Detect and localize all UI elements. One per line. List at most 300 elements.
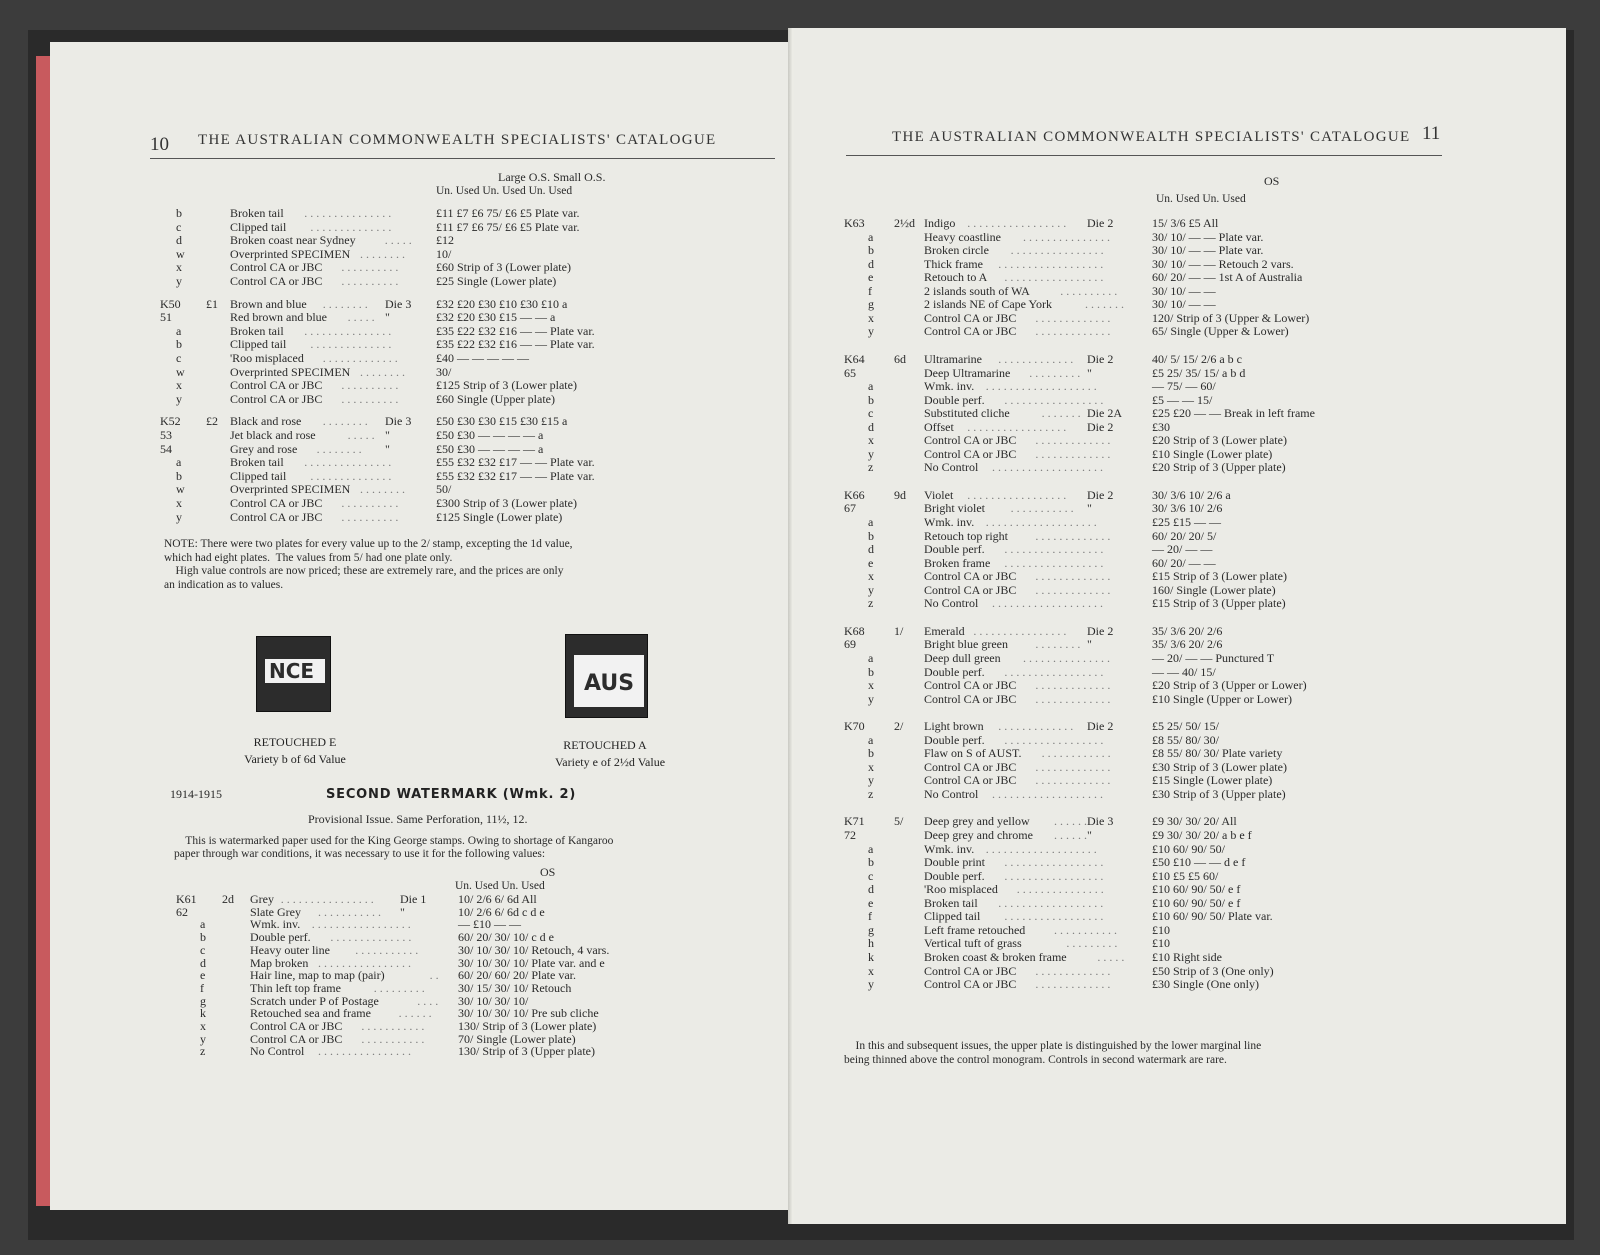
leader-dots: . . . . . . . . . . . . . . . . . [1004,270,1104,285]
leader-dots: . . . . . . . . . . [341,260,399,275]
retouched-a-stamp-illustration [565,634,648,718]
leader-dots: . . . . . . . . . . . . . . . . . . . [985,515,1097,529]
variety-code: k [200,1006,206,1021]
variety-code: b [868,746,874,761]
description: Control CA or JBC [924,310,1017,325]
prices: 160/ Single (Lower plate) [1152,582,1276,597]
prices: £10 60/ 90/ 50/ [1152,841,1226,856]
die-type: " [400,904,405,919]
leader-dots: . . . . . . . . . . . . . . [310,337,392,352]
die-type: Die 2 [1087,216,1114,230]
leader-dots: . . . . . . . . . . . [355,942,419,957]
description: Scratch under P of Postage [250,993,379,1008]
description: Map broken [250,955,309,970]
description: Control CA or JBC [924,759,1017,774]
variety-code: f [868,909,872,924]
die-type: Die 2A [1087,406,1122,421]
description: Control CA or JBC [230,496,323,510]
die-type: Die 3 [385,296,412,311]
prices: 40/ 5/ 15/ 2/6 a b c [1152,351,1242,366]
leader-dots: . . . . . . . . . . [341,378,399,393]
paragraph-line: NOTE: There were two plates for every value up to the 2/ stamp, excepting the 1d value, [164,538,573,550]
stamp-number: 65 [844,365,856,380]
prices: — £10 — — [458,917,521,932]
prices: £20 Strip of 3 (Upper plate) [1152,460,1286,475]
description: No Control [250,1044,305,1059]
prices: £10 60/ 90/ 50/ Plate var. [1152,909,1273,924]
prices: £25 Single (Lower plate) [436,274,557,288]
prices: £20 Strip of 3 (Upper or Lower) [1152,678,1307,693]
leader-dots: . . . . . . . . . . . . . [1035,582,1111,597]
caption-retouched-e: RETOUCHED E [253,735,337,749]
prices: 60/ 20/ 60/ 20/ Plate var. [458,968,576,983]
stamp-number: K70 [844,719,865,734]
description: Emerald [924,623,965,638]
description: Double perf. [924,542,985,557]
prices: £32 £20 £30 £10 £30 £10 a [436,296,568,311]
description: Deep grey and chrome [924,828,1033,842]
prices: 50/ [436,482,452,497]
leader-dots: . . . . . . . . . . . . . . . . . . . [992,460,1103,475]
leader-dots: . . . . . . . . . [1066,936,1118,951]
leader-dots: . . . . . . . . . . . . . . . . . [1004,732,1104,747]
leader-dots: . . . . . . . . . . . . . . . . . [967,487,1067,502]
leader-dots: . . . . . [347,428,375,442]
prices: £20 Strip of 3 (Lower plate) [1152,433,1287,448]
prices: £11 £7 £6 75/ £6 £5 Plate var. [436,219,580,234]
prices: — — 40/ 15/ [1152,664,1216,679]
variety-code: y [868,977,874,992]
stamp-number: K64 [844,351,865,366]
variety-code: a [868,650,874,665]
leader-dots: . . . . . . . . . . . . . [1035,773,1111,788]
denomination: £2 [206,414,218,429]
description: Deep Ultramarine [924,365,1011,380]
description: Double perf. [250,930,311,945]
caption-retouched-a: RETOUCHED A [563,738,647,752]
leader-dots: . . . . . . . . . . . . . . [330,930,412,945]
prices: 15/ 3/6 £5 All [1152,216,1219,230]
die-type: " [1087,365,1092,380]
caption-variety-e: Variety e of 2½d Value [554,755,666,769]
prices: £25 £20 — — Break in left frame [1152,406,1315,421]
prices: £8 55/ 80/ 30/ [1152,732,1220,747]
leader-dots: . . . . . . . . . . . . . [1035,963,1111,978]
variety-code: c [176,219,182,234]
leader-dots: . . . . . . . . . . . . . . . [304,455,392,470]
prices: £40 — — — — — [436,351,529,365]
die-type: " [1087,828,1092,842]
description: Broken tail [924,895,978,910]
leader-dots: . . . . . . . . [360,364,405,379]
variety-code: b [868,392,874,407]
leader-dots: . . . . . . . . . . . [1010,501,1074,516]
description: Overprinted SPECIMEN [230,246,351,261]
variety-code: a [176,323,182,338]
prices: — 20/ — — [1152,542,1213,557]
stamp-number: 72 [844,828,856,842]
description: Control CA or JBC [230,509,323,524]
die-type: " [1087,637,1092,652]
variety-code: e [868,270,874,285]
leader-dots: . . . . . . . . . . . . . [1035,977,1111,992]
paragraph-line: In this and subsequent issues, the upper plate is distinguished by the lower marginal line [844,1040,1262,1052]
prices: £50 £30 — — — — a [436,441,544,456]
leader-dots: . . . . . . . . . . . . . . . . . [1004,555,1104,570]
description: Control CA or JBC [924,963,1017,978]
leader-dots: . . . . . . . . [316,441,362,456]
variety-code: b [868,528,874,543]
description: Control CA or JBC [924,582,1017,597]
variety-code: a [868,515,874,529]
prices: 10/ 2/6 6/ 6d c d e [458,904,545,919]
variety-code: x [200,1019,206,1033]
prices: £10 60/ 90/ 50/ e f [1152,882,1241,897]
prices: £50 Strip of 3 (One only) [1152,963,1274,978]
description: Retouch top right [924,528,1008,543]
leader-dots: . . . . . . . . . . . . . [1035,433,1111,448]
prices: £50 £30 £30 £15 £30 £15 a [436,414,568,429]
variety-code: a [200,917,206,932]
variety-code: z [868,786,874,801]
description: Jet black and rose [230,428,316,442]
leader-dots: . . . . . . . . . . . . . . . [1023,229,1110,244]
leader-dots: . . . . . . . . . . . [361,1031,425,1046]
prices: 60/ 20/ — — 1st A of Australia [1152,270,1303,285]
leader-dots: . . . . . . . [1085,297,1124,312]
leader-dots: . . . . . . . . [360,482,405,497]
paragraph-line: paper through war conditions, it was necessary to use it for the following values: [174,847,546,860]
column-subheading: Un. Used Un. Used Un. Used [436,185,573,197]
leader-dots: . . . . . . . . . . . . . . . [304,206,392,220]
description: Control CA or JBC [230,274,323,288]
description: Deep dull green [924,650,1001,665]
leader-dots: . . . . . . . . . . . . . . . . . . . [992,786,1103,801]
description: Broken coast near Sydney [230,233,356,248]
description: Broken circle [924,243,989,258]
variety-code: c [868,868,874,883]
column-subheading: Un. Used Un. Used [1156,193,1246,205]
denomination: £1 [206,296,218,311]
prices: £32 £20 £30 £15 — — a [436,310,556,325]
variety-code: x [868,963,874,978]
prices: £5 25/ 50/ 15/ [1152,719,1220,734]
stamp-text: NCE [269,659,315,683]
leader-dots: . . . . . . . . . . . . . . . . . . . [985,841,1097,856]
stamp-number: K63 [844,216,865,230]
description: Control CA or JBC [924,678,1017,693]
stamp-number: K66 [844,487,865,502]
description: Broken coast & broken frame [924,949,1067,964]
os-label: OS [1264,174,1280,188]
description: No Control [924,786,979,801]
description: Offset [924,419,954,434]
prices: £25 £15 — — [1152,515,1221,529]
leader-dots: . . . . . . [1054,828,1087,842]
prices: £50 £30 — — — — a [436,428,544,442]
leader-dots: . . . . . . . . [1035,637,1081,652]
description: Heavy outer line [250,942,330,957]
variety-code: a [176,455,182,470]
description: Brown and blue [230,296,307,311]
description: Control CA or JBC [924,433,1017,448]
prices: £9 30/ 30/ 20/ a b e f [1152,828,1252,842]
leader-dots: . . . . . . . . . . . . . [1035,528,1111,543]
prices: — 75/ — 60/ [1152,379,1216,394]
header-rule [150,158,775,159]
prices: £11 £7 £6 75/ £6 £5 Plate var. [436,206,580,220]
description: Control CA or JBC [230,378,323,393]
variety-code: k [868,949,874,964]
variety-code: e [868,555,874,570]
description: Double perf. [924,664,985,679]
leader-dots: . . . . . . . . [322,296,368,311]
stamp-number: 53 [160,428,172,442]
description: Wmk. inv. [250,917,301,932]
running-head: THE AUSTRALIAN COMMONWEALTH SPECIALISTS' CATALOGUE [892,129,1411,145]
leader-dots: . . . . . . . . . . . . . . . . . . . [985,379,1097,394]
variety-code: y [176,509,182,524]
denomination: 2½d [894,216,915,230]
prices: 70/ Single (Lower plate) [458,1031,576,1046]
description: Retouched sea and frame [250,1006,371,1021]
description: Slate Grey [250,904,301,919]
stamp-number: K61 [176,892,197,906]
prices: 130/ Strip of 3 (Upper plate) [458,1044,595,1059]
variety-code: x [868,569,874,584]
leader-dots: . . . . . . . [1041,406,1081,421]
prices: £30 Single (One only) [1152,977,1259,992]
prices: 30/ 10/ — — [1152,297,1216,312]
prices: £55 £32 £32 £17 — — Plate var. [436,455,595,470]
prices: £15 Single (Lower plate) [1152,773,1273,788]
variety-code: d [176,233,182,248]
description: Wmk. inv. [924,515,975,529]
description: Control CA or JBC [924,446,1017,461]
description: Thick frame [924,256,983,271]
description: Left frame retouched [924,922,1026,937]
description: Clipped tail [924,909,981,924]
leader-dots: . . . . . . . . . . [341,274,399,288]
variety-code: b [176,468,182,483]
leader-dots: . . . . . . . . . . [1060,283,1118,298]
variety-code: x [868,310,874,325]
variety-code: c [200,942,206,957]
variety-code: y [868,773,874,788]
variety-code: x [868,678,874,693]
leader-dots: . . . . . . . . . . . . . . . . . [1004,909,1104,924]
paragraph-line: High value controls are now priced; these are extremely rare, and the prices are only [164,565,564,577]
variety-code: a [868,379,874,394]
variety-code: d [868,542,874,557]
column-subheading-2: Un. Used Un. Used [455,880,545,892]
description: Retouch to A [924,270,988,285]
variety-code: e [868,895,874,910]
prices: 10/ 2/6 6/ 6d All [458,892,537,906]
leader-dots: . . . . . . . . . . . . . . . . . [311,917,411,932]
description: Control CA or JBC [924,691,1017,706]
description: Flaw on S of AUST. [924,746,1022,761]
leader-dots: . . . . . . . . . . [341,509,399,524]
prices: 30/ 10/ 30/ 10/ Pre sub cliche [458,1006,599,1021]
prices: 30/ [436,364,452,379]
prices: £35 £22 £32 £16 — — Plate var. [436,337,595,352]
leader-dots: . . . . . . . . . . . . . [322,351,398,365]
right-page [794,28,1566,1224]
die-type: Die 2 [1087,419,1114,434]
caption-variety-b: Variety b of 6d Value [244,752,346,766]
leader-dots: . . . . . . . . . . . . . . . . [973,623,1067,638]
header-rule [846,155,1442,156]
leader-dots: . . . . . . . . [322,414,368,429]
stamp-number: K52 [160,414,181,429]
stamp-number: 67 [844,501,856,516]
leader-dots: . . . . . . . . . . . . . [1035,691,1111,706]
leader-dots: . . . . . . [1054,814,1087,829]
variety-code: h [868,936,874,951]
prices: £10 £5 £5 60/ [1152,868,1219,883]
denomination: 1/ [894,623,904,638]
prices: — 20/ — — Punctured T [1152,650,1275,665]
description: Indigo [924,216,956,230]
prices: 30/ 3/6 10/ 2/6 a [1152,487,1231,502]
variety-code: x [176,260,182,275]
description: Double perf. [924,868,985,883]
description: Hair line, map to map (pair) [250,968,385,983]
prices: £5 — — 15/ [1152,392,1213,407]
prices: 10/ [436,246,452,261]
variety-code: f [200,980,204,995]
prices: 30/ 15/ 30/ 10/ Retouch [458,980,572,995]
leader-dots: . . . . . . . . . . . . . . . . . [1004,868,1104,883]
variety-code: y [200,1031,206,1046]
prices: 30/ 10/ — — Plate var. [1152,243,1264,258]
page-number: 10 [150,134,169,155]
variety-code: y [176,391,182,406]
description: Control CA or JBC [250,1031,343,1046]
description: Overprinted SPECIMEN [230,482,351,497]
leader-dots: . . . . . . . . . . . . . . . . . [1004,542,1104,557]
description: Thin left top frame [250,980,341,995]
leader-dots: . . . . . . . . . . . . . [1035,446,1111,461]
die-type: Die 3 [385,414,412,429]
stamp-number: 69 [844,637,856,652]
description: Control CA or JBC [924,324,1017,339]
variety-code: x [176,496,182,510]
variety-code: d [868,256,874,271]
prices: £8 55/ 80/ 30/ Plate variety [1152,746,1283,761]
leader-dots: . . . . . . . . . . . . [1041,746,1111,761]
prices: £9 30/ 30/ 20/ All [1152,814,1237,829]
variety-code: a [868,841,874,856]
denomination: 5/ [894,814,904,829]
description: Wmk. inv. [924,379,975,394]
leader-dots: . . . . . . [398,1006,432,1021]
prices: £60 Single (Upper plate) [436,391,555,406]
leader-dots: . . . . . . . . . [373,980,425,995]
leader-dots: . . . . . . . . . . . [1054,922,1117,937]
variety-code: z [868,596,874,611]
leader-dots: . . . . . . . . . . . . . . . . . . . [992,596,1103,611]
prices: £50 £10 — — d e f [1152,855,1246,870]
variety-code: g [200,993,206,1008]
variety-code: y [868,446,874,461]
prices: £10 Right side [1152,949,1223,964]
description: Grey [250,892,274,906]
description: Vertical tuft of grass [924,936,1022,951]
prices: £10 [1152,922,1170,937]
prices: £30 Strip of 3 (Lower plate) [1152,759,1287,774]
leader-dots: . . . . . . . . . . . . . . . . [1010,243,1104,258]
variety-code: a [868,732,874,747]
leader-dots: . . . . . . . . . . [341,496,399,510]
variety-code: d [868,882,874,897]
description: Control CA or JBC [924,977,1017,992]
paragraph-line: which had eight plates. The values from 5/ had one plate only. [164,551,453,564]
retouched-e-stamp-illustration [256,636,331,712]
stamp-number: K68 [844,623,865,638]
variety-code: y [176,274,182,288]
denomination: 2/ [894,719,904,734]
description: Double print [924,855,985,870]
prices: 30/ 10/ — — [1152,283,1216,298]
description: Heavy coastline [924,229,1001,244]
description: Control CA or JBC [924,773,1017,788]
stamp-number: 54 [160,441,172,456]
variety-code: b [868,664,874,679]
description: 2 islands south of WA [924,283,1030,298]
stamp-number: 62 [176,904,188,919]
die-type: Die 2 [1087,487,1114,502]
description: Broken tail [230,455,284,470]
prices: 30/ 10/ — — Plate var. [1152,229,1264,244]
die-type: " [385,310,390,325]
prices: £12 [436,233,454,248]
variety-code: y [868,324,874,339]
leader-dots: . . . . . . . . . . . . . . . [304,323,392,338]
prices: £300 Strip of 3 (Lower plate) [436,496,577,510]
die-type: Die 1 [400,892,427,906]
leader-dots: . . . . . . . . . . . . . [998,351,1074,366]
prices: 30/ 10/ 30/ 10/ Retouch, 4 vars. [458,942,610,957]
description: Control CA or JBC [924,569,1017,584]
prices: £125 Strip of 3 (Lower plate) [436,378,577,393]
variety-code: b [200,930,206,945]
leader-dots: . . . . . . . . . . . . . . . . [280,892,374,906]
leader-dots: . . . . . . . . . . . . . . [310,219,392,234]
leader-dots: . . . . . . . . . . . . . [998,719,1074,734]
leader-dots: . . . . . . . . [360,246,405,261]
leader-dots: . . . . . . . . . . . . . [1035,569,1111,584]
leader-dots: . . . . . . . . . [1029,365,1081,380]
leader-dots: . . . . . . . . . . . . . . [310,468,392,483]
prices: £10 Single (Upper or Lower) [1152,691,1292,706]
variety-code: y [868,582,874,597]
description: Substituted cliche [924,406,1010,421]
leader-dots: . . . . [417,993,439,1008]
description: Clipped tail [230,468,287,483]
leader-dots: . . . . . . . . . . . . . [1035,310,1111,325]
variety-code: c [176,351,182,365]
variety-code: b [868,855,874,870]
paragraph-line: being thinned above the control monogram. Controls in second watermark are rare. [844,1054,1227,1066]
variety-code: a [868,229,874,244]
description: Light brown [924,719,984,734]
variety-code: z [200,1044,206,1059]
leader-dots: . . . . . . . . . . [341,391,399,406]
description: Clipped tail [230,337,287,352]
leader-dots: . . . . . . . . . . . . . . . . . . [998,895,1104,910]
